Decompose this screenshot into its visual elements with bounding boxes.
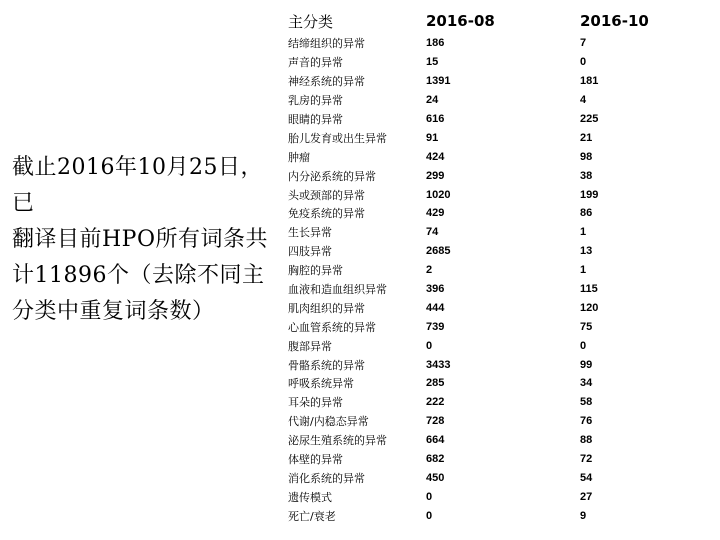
row-category-cell: 四肢异常 — [288, 245, 332, 259]
row-2016-10-cell: 58 — [580, 396, 593, 409]
table-row — [288, 34, 708, 53]
row-category-cell: 结缔组织的异常 — [288, 37, 365, 51]
side-note-line-2: 翻译目前HPO所有词条共 — [12, 227, 269, 252]
row-category-cell: 内分泌系统的异常 — [288, 169, 376, 183]
row-category-cell: 胸腔的异常 — [288, 264, 343, 278]
table-row — [288, 393, 708, 412]
row-2016-08-cell: 682 — [426, 453, 445, 466]
table-row — [288, 261, 708, 280]
header-category: 主分类 — [288, 12, 334, 31]
row-2016-10-cell: 34 — [580, 377, 593, 390]
row-2016-10-cell: 21 — [580, 131, 593, 144]
row-2016-10-cell: 27 — [580, 490, 593, 503]
table-row — [288, 468, 708, 487]
row-2016-10-cell: 38 — [580, 169, 593, 182]
row-2016-10-cell: 88 — [580, 434, 593, 447]
row-2016-08-cell: 222 — [426, 396, 445, 409]
row-category-cell: 胎儿发育或出生异常 — [288, 131, 387, 145]
row-2016-08-cell: 186 — [426, 37, 445, 50]
row-2016-10-cell: 99 — [580, 358, 593, 371]
row-2016-10-cell: 75 — [580, 320, 593, 333]
row-category-cell: 泌尿生殖系统的异常 — [288, 434, 387, 448]
table-row — [288, 185, 708, 204]
table-row — [288, 374, 708, 393]
category-table — [288, 8, 708, 525]
row-2016-10-cell: 76 — [580, 415, 593, 428]
row-category-cell: 神经系统的异常 — [288, 75, 365, 89]
row-2016-08-cell: 74 — [426, 226, 439, 239]
table-row — [288, 166, 708, 185]
row-2016-08-cell: 0 — [426, 490, 433, 503]
row-category-cell: 体壁的异常 — [288, 453, 343, 467]
table-row — [288, 223, 708, 242]
row-2016-08-cell: 91 — [426, 131, 439, 144]
row-2016-08-cell: 616 — [426, 113, 445, 125]
row-category-cell: 消化系统的异常 — [288, 471, 365, 485]
table-row — [288, 128, 708, 147]
row-2016-10-cell: 225 — [580, 113, 599, 125]
table-header — [288, 8, 708, 34]
row-2016-10-cell: 1 — [580, 264, 587, 277]
row-category-cell: 头或颈部的异常 — [288, 188, 365, 202]
row-2016-10-cell: 120 — [580, 301, 599, 314]
row-2016-08-cell: 299 — [426, 169, 445, 182]
row-category-cell: 血液和造血组织异常 — [288, 283, 387, 297]
row-2016-08-cell: 424 — [426, 150, 445, 163]
header-2016-08: 2016-08 — [426, 12, 495, 30]
table-row — [288, 72, 708, 91]
table-row — [288, 53, 708, 72]
row-2016-08-cell: 285 — [426, 377, 445, 390]
row-2016-08-cell: 396 — [426, 283, 445, 296]
row-2016-08-cell: 1020 — [426, 188, 451, 201]
row-2016-10-cell: 86 — [580, 207, 593, 220]
row-2016-10-cell: 199 — [580, 188, 599, 201]
row-2016-08-cell: 728 — [426, 415, 445, 428]
row-category-cell: 乳房的异常 — [288, 94, 343, 108]
row-category-cell: 声音的异常 — [288, 56, 343, 70]
row-2016-10-cell: 98 — [580, 150, 593, 163]
row-2016-08-cell: 15 — [426, 56, 439, 69]
header-2016-10: 2016-10 — [580, 12, 649, 30]
row-category-cell: 腹部异常 — [288, 339, 332, 353]
table-row — [288, 506, 708, 525]
table-row — [288, 336, 708, 355]
row-2016-08-cell: 444 — [426, 301, 445, 314]
table-row — [288, 204, 708, 223]
row-2016-08-cell: 0 — [426, 509, 433, 522]
side-note-line-1: 截止2016年10月25日，已 — [12, 155, 263, 216]
row-2016-08-cell: 3433 — [426, 358, 451, 371]
row-category-cell: 免疫系统的异常 — [288, 207, 365, 221]
row-2016-10-cell: 181 — [580, 75, 599, 88]
table-row — [288, 487, 708, 506]
category-table-container — [288, 8, 708, 540]
table-row — [288, 431, 708, 450]
row-category-cell: 代谢/内稳态异常 — [288, 415, 369, 429]
table-row — [288, 317, 708, 336]
row-category-cell: 心血管系统的异常 — [288, 320, 376, 334]
row-category-cell: 耳朵的异常 — [288, 396, 343, 410]
row-category-cell: 肌肉组织的异常 — [288, 301, 365, 315]
table-row — [288, 450, 708, 469]
row-2016-08-cell: 739 — [426, 320, 445, 333]
row-2016-08-cell: 450 — [426, 471, 445, 484]
row-2016-08-cell: 2685 — [426, 245, 451, 258]
table-row — [288, 91, 708, 110]
row-category-cell: 肿瘤 — [288, 150, 310, 164]
row-2016-10-cell: 0 — [580, 339, 587, 352]
side-note-line-4: 分类中重复词条数） — [12, 299, 215, 324]
row-2016-10-cell: 72 — [580, 453, 593, 466]
table-row — [288, 298, 708, 317]
row-category-cell: 眼睛的异常 — [288, 113, 343, 126]
table-body — [288, 34, 708, 525]
row-category-cell: 生长异常 — [288, 226, 332, 240]
row-2016-10-cell: 4 — [580, 94, 587, 107]
row-2016-10-cell: 13 — [580, 245, 593, 258]
table-row — [288, 412, 708, 431]
row-category-cell: 死亡/衰老 — [288, 509, 336, 523]
row-2016-08-cell: 429 — [426, 207, 445, 220]
table-row — [288, 147, 708, 166]
row-2016-08-cell: 1391 — [426, 75, 451, 88]
row-2016-10-cell: 0 — [580, 56, 587, 69]
row-2016-10-cell: 54 — [580, 471, 593, 484]
row-2016-08-cell: 0 — [426, 339, 433, 352]
side-note-line-3: 计11896个（去除不同主 — [12, 263, 265, 288]
header-row — [288, 8, 708, 34]
row-2016-10-cell: 7 — [580, 37, 587, 50]
row-category-cell: 骨骼系统的异常 — [288, 358, 365, 372]
side-note — [12, 150, 274, 330]
row-2016-10-cell: 9 — [580, 509, 587, 522]
table-row — [288, 110, 708, 129]
row-2016-08-cell: 664 — [426, 434, 445, 447]
row-2016-10-cell: 1 — [580, 226, 587, 239]
row-category-cell: 遗传模式 — [288, 490, 332, 504]
table-row — [288, 355, 708, 374]
table-row — [288, 280, 708, 299]
row-2016-08-cell: 24 — [426, 94, 439, 107]
table-row — [288, 242, 708, 261]
row-2016-08-cell: 2 — [426, 264, 433, 277]
row-2016-10-cell: 115 — [580, 283, 598, 296]
row-category-cell: 呼吸系统异常 — [288, 377, 354, 391]
